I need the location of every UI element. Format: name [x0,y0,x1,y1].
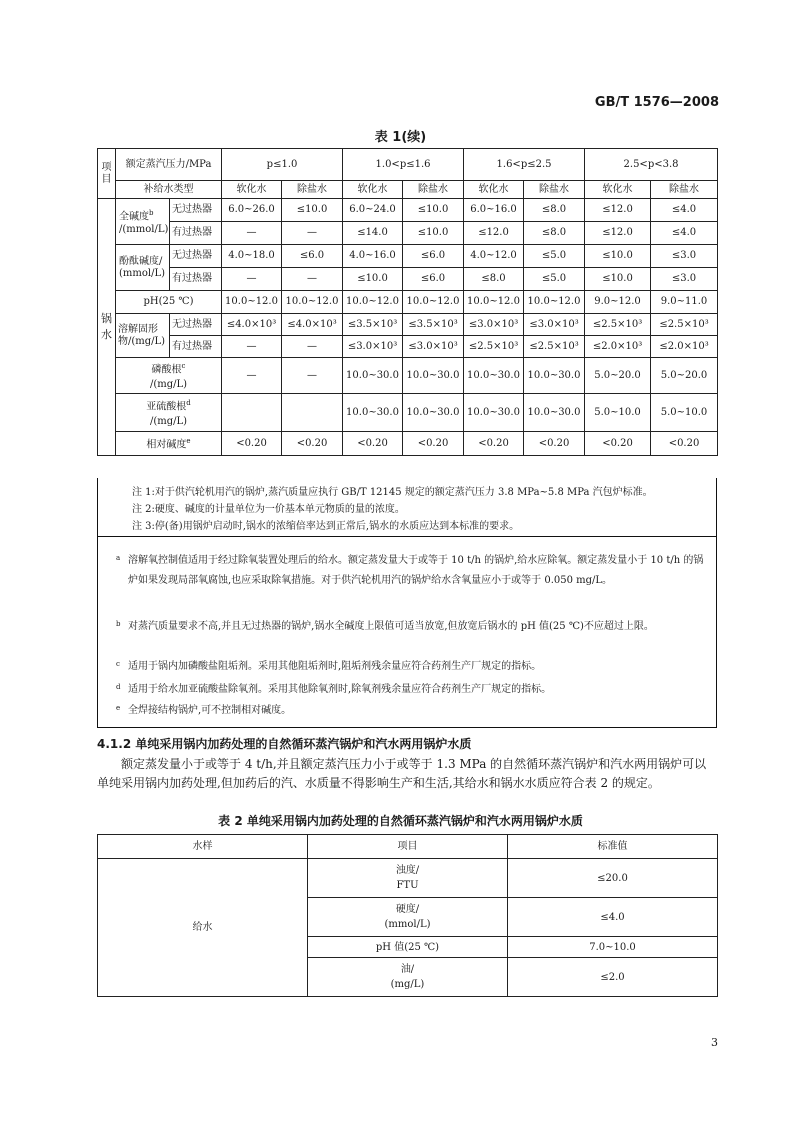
table2-header-item: 项目 [308,835,508,859]
cell: ≤12.0 [585,199,651,222]
cell: ≤5.0 [524,268,585,291]
cell: 10.0~12.0 [464,291,524,314]
cell: 4.0~12.0 [464,245,524,268]
cell [222,394,282,432]
cell: <0.20 [403,432,464,456]
cell: — [222,358,282,394]
cell: <0.20 [585,432,651,456]
cell: 10.0~12.0 [282,291,343,314]
cell: ≤4.0×10³ [222,314,282,336]
table2-value: ≤20.0 [508,859,718,898]
footnote-a: a 溶解氧控制值适用于经过除氧装置处理后的给水。额定蒸发量大于或等于 10 t/h 的锅炉,给水应除氧。额定蒸发量小于 10 t/h 的锅炉如果发现局部氧腐蚀,也应采取除氧措施。对于供汽轮机用汽的锅炉给水含氧量应小于或等于 0.050 mg/L。 [116,554,704,586]
cell: — [282,222,343,245]
cell: ≤2.5×10³ [464,336,524,358]
note-3: 注 3:停(备)用锅炉启动时,锅水的浓缩倍率达到正常后,锅水的水质应达到本标准的要求。 [132,521,520,532]
makeup-header: 补给水类型 [116,181,222,199]
cell: <0.20 [651,432,718,456]
table2-value: 7.0~10.0 [508,937,718,958]
cell: 6.0~16.0 [464,199,524,222]
table2-value: ≤4.0 [508,898,718,937]
cell: ≤14.0 [343,222,403,245]
table2 [97,834,718,997]
cell: ≤10.0 [585,268,651,291]
cell: ≤6.0 [282,245,343,268]
table2-header-value: 标准值 [508,835,718,859]
pressure-range: 1.6<p≤2.5 [464,149,585,181]
cell: ≤10.0 [403,199,464,222]
footnote-e: e 全焊接结构锅炉,可不控制相对碱度。 [116,704,292,716]
cell: 10.0~12.0 [222,291,282,314]
relative-alkalinity-label: 相对碱度$^e$ [116,432,222,456]
cell: ≤4.0×10³ [282,314,343,336]
cell: <0.20 [343,432,403,456]
boiler-water-group: 锅水 [98,199,116,456]
cell: ≤3.5×10³ [343,314,403,336]
cell: ≤4.0 [651,199,718,222]
cell [282,394,343,432]
cell: — [282,268,343,291]
makeup-type: 软化水 [343,181,403,199]
pressure-range: 2.5<p<3.8 [585,149,718,181]
table2-value: ≤2.0 [508,958,718,997]
cell: ≤3.0×10³ [343,336,403,358]
pressure-header: 额定蒸汽压力/MPa [116,149,222,181]
cell: 9.0~11.0 [651,291,718,314]
cell: ≤3.5×10³ [403,314,464,336]
table2-item: 浊度/ FTU [308,859,508,898]
cell: ≤5.0 [524,245,585,268]
condition-with-superheater: 有过热器 [170,222,222,245]
phosphate-label: 磷酸根$^c$ /(mg/L) [116,358,222,394]
cell: 10.0~30.0 [464,358,524,394]
phenolphthalein-label: 酚酞碱度/ (mmol/L) [116,245,170,291]
cell: — [222,222,282,245]
table1-caption: 表 1(续) [374,130,427,145]
table2-item: 油/ (mg/L) [308,958,508,997]
cell: 5.0~20.0 [585,358,651,394]
cell: ≤3.0×10³ [464,314,524,336]
pressure-range: 1.0<p≤1.6 [343,149,464,181]
cell: 9.0~12.0 [585,291,651,314]
makeup-type: 除盐水 [524,181,585,199]
footnote-c: c 适用于锅内加磷酸盐阻垢剂。采用其他阻垢剂时,阻垢剂残余量应符合药剂生产厂规定的指标。 [116,660,542,672]
cell: <0.20 [282,432,343,456]
cell: ≤2.5×10³ [651,314,718,336]
standard-code: GB/T 1576—2008 [594,95,719,110]
cell: ≤8.0 [464,268,524,291]
cell: ≤6.0 [403,245,464,268]
cell: ≤10.0 [585,245,651,268]
cell: — [222,336,282,358]
cell: 4.0~18.0 [222,245,282,268]
cell: <0.20 [524,432,585,456]
table1-notes [97,478,717,536]
cell: ≤2.5×10³ [524,336,585,358]
footnote-b: b 对蒸汽质量要求不高,并且无过热器的锅炉,锅水全碱度上限值可适当放宽,但放宽后锅水的 pH 值(25 ℃)不应超过上限。 [116,620,654,632]
cell: ≤3.0×10³ [403,336,464,358]
cell: 5.0~10.0 [651,394,718,432]
condition-no-superheater: 无过热器 [170,199,222,222]
cell: ≤10.0 [343,268,403,291]
condition-with-superheater: 有过热器 [170,336,222,358]
cell: ≤10.0 [403,222,464,245]
cell: 10.0~30.0 [343,358,403,394]
cell: 10.0~12.0 [343,291,403,314]
cell: 10.0~30.0 [403,394,464,432]
condition-with-superheater: 有过热器 [170,268,222,291]
cell: ≤2.5×10³ [585,314,651,336]
cell: 6.0~24.0 [343,199,403,222]
cell: — [282,336,343,358]
cell: 10.0~30.0 [343,394,403,432]
cell: ≤8.0 [524,222,585,245]
note-1: 注 1:对于供汽轮机用汽的锅炉,蒸汽质量应执行 GB/T 12145 规定的额定蒸汽压力 3.8 MPa~5.8 MPa 汽包炉标准。 [132,487,653,498]
cell: ≤10.0 [282,199,343,222]
cell: 10.0~12.0 [524,291,585,314]
cell: 10.0~30.0 [403,358,464,394]
cell: <0.20 [464,432,524,456]
sulfite-label: 亚硫酸根$^d$ /(mg/L) [116,394,222,432]
cell: 10.0~12.0 [403,291,464,314]
cell: ≤3.0×10³ [524,314,585,336]
cell: ≤3.0 [651,268,718,291]
section-heading: 4.1.2 单纯采用锅内加药处理的自然循环蒸汽锅炉和汽水两用锅炉水质 [97,737,472,751]
makeup-type: 除盐水 [651,181,718,199]
cell: — [282,358,343,394]
alkalinity-label: 全碱度$^b$ /(mmol/L) [116,199,170,245]
table2-header-sample: 水样 [98,835,308,859]
condition-no-superheater: 无过热器 [170,314,222,336]
cell: — [222,268,282,291]
makeup-type: 软化水 [585,181,651,199]
cell: ≤2.0×10³ [651,336,718,358]
table2-caption: 表 2 单纯采用锅内加药处理的自然循环蒸汽锅炉和汽水两用锅炉水质 [218,814,583,828]
table2-sample: 给水 [98,859,308,997]
cell: 5.0~20.0 [651,358,718,394]
cell: 10.0~30.0 [524,358,585,394]
ph-label: pH(25 ℃) [116,291,222,314]
cell: ≤6.0 [403,268,464,291]
dissolved-solids-label: 溶解固形物/(mg/L) [116,314,170,358]
page-number: 3 [711,1036,718,1049]
cell: <0.20 [222,432,282,456]
cell: 10.0~30.0 [464,394,524,432]
table1 [97,148,718,456]
table1-footnotes [97,536,717,728]
cell: 4.0~16.0 [343,245,403,268]
cell: ≤3.0 [651,245,718,268]
item-header: 项目 [98,149,116,199]
note-2: 注 2:硬度、碱度的计量单位为一价基本单元物质的量的浓度。 [132,504,405,515]
makeup-type: 除盐水 [403,181,464,199]
cell: ≤12.0 [464,222,524,245]
condition-no-superheater: 无过热器 [170,245,222,268]
makeup-type: 软化水 [464,181,524,199]
makeup-type: 软化水 [222,181,282,199]
table2-item: 硬度/ (mmol/L) [308,898,508,937]
table2-item: pH 值(25 ℃) [308,937,508,958]
cell: 10.0~30.0 [524,394,585,432]
cell: ≤4.0 [651,222,718,245]
footnote-d: d 适用于给水加亚硫酸盐除氧剂。采用其他除氧剂时,除氧剂残余量应符合药剂生产厂规定的指标。 [116,683,552,695]
cell: 6.0~26.0 [222,199,282,222]
section-paragraph: 额定蒸发量小于或等于 4 t/h,并且额定蒸汽压力小于或等于 1.3 MPa 的自然循环蒸汽锅炉和汽水两用锅炉可以单纯采用锅内加药处理,但加药后的汽、水质量不得影响生产和生活,其给水和锅水水质应符合表 2 的规定。 [97,757,707,790]
cell: ≤8.0 [524,199,585,222]
pressure-range: p≤1.0 [222,149,343,181]
cell: ≤12.0 [585,222,651,245]
makeup-type: 除盐水 [282,181,343,199]
cell: ≤2.0×10³ [585,336,651,358]
cell: 5.0~10.0 [585,394,651,432]
